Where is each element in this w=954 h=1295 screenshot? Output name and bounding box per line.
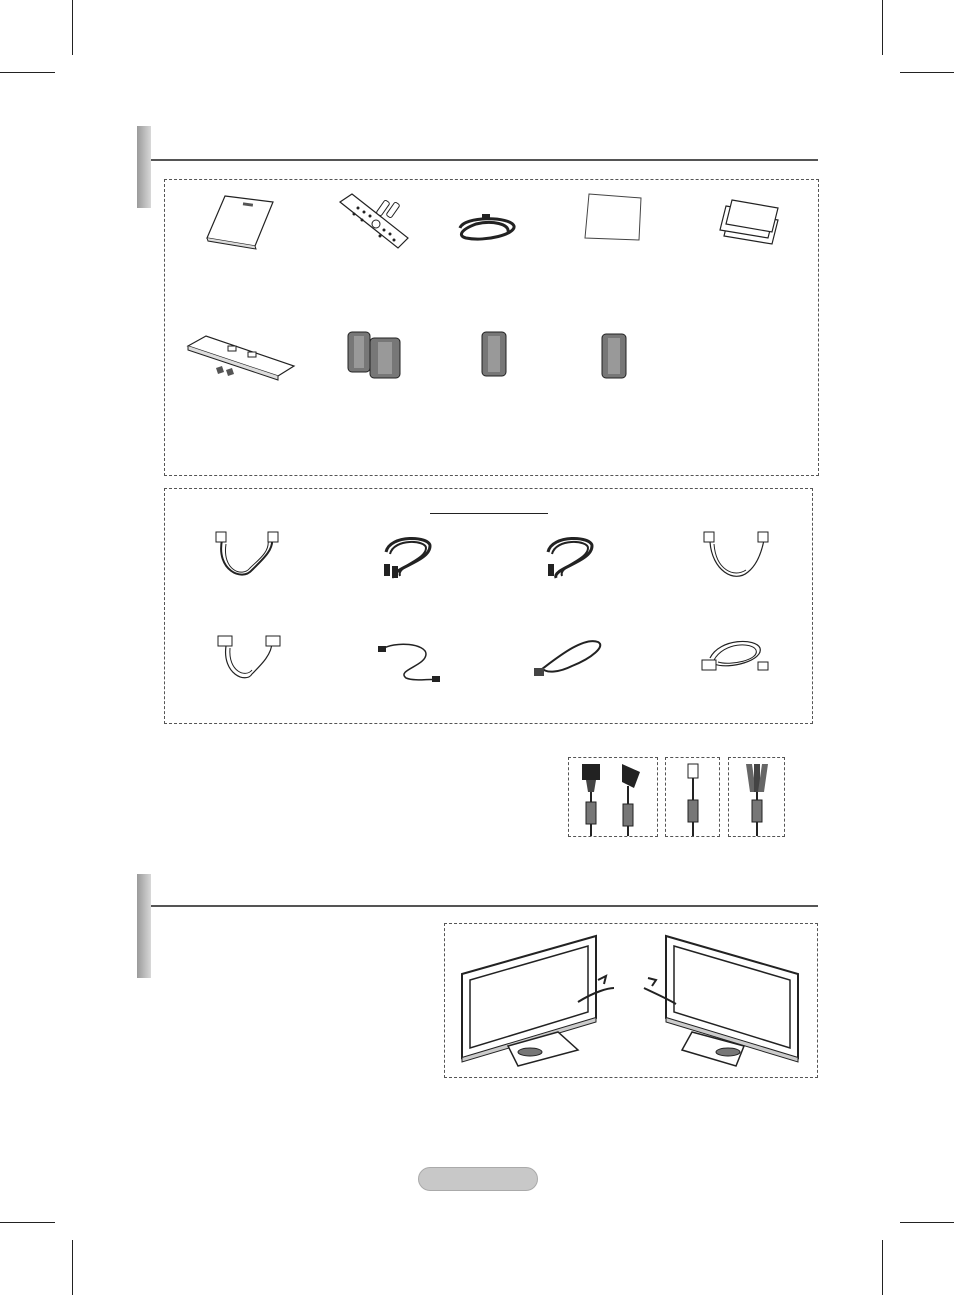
av-ferrite-icon (744, 762, 772, 836)
crop-mark-bottom-left-v (72, 1240, 73, 1295)
crop-mark-bottom-left-h (0, 1222, 55, 1223)
section1-bar (137, 126, 151, 208)
crop-mark-top-right-v (882, 0, 883, 55)
component-cable-icon (380, 532, 436, 582)
page-number-pill (418, 1167, 538, 1191)
audio-cable-icon (542, 532, 598, 582)
antenna-cable-icon (698, 530, 772, 584)
section2-bar (137, 874, 151, 978)
scart-cable-icon (216, 634, 282, 684)
crop-mark-top-left-h (0, 72, 55, 73)
remote-control-icon (336, 192, 416, 254)
hdmi-cable-icon (212, 530, 282, 584)
power-cord-icon (456, 212, 518, 244)
pc-cable-icon (700, 634, 772, 682)
crop-mark-bottom-right-h (900, 1222, 954, 1223)
crop-mark-bottom-right-v (882, 1240, 883, 1295)
ferrite-core-icon (480, 330, 508, 378)
tv-swivel-right-icon (652, 932, 802, 1068)
tv-swivel-left-icon (458, 932, 608, 1068)
crop-mark-top-left-v (72, 0, 73, 55)
stereo-cable-icon (376, 638, 440, 684)
cleaning-cloth-icon (583, 192, 645, 244)
crop-mark-top-right-h (900, 72, 954, 73)
ferrite-core-icon (600, 332, 628, 380)
section2-rule (151, 905, 818, 907)
separate-label (430, 497, 548, 514)
manual-icon (205, 194, 275, 249)
usb-ferrite-icon (682, 762, 704, 836)
stand-base-icon (186, 332, 296, 384)
optical-cable-icon (532, 632, 606, 682)
warranty-card-icon (718, 198, 782, 246)
ferrite-core-pair-icon (346, 330, 404, 380)
section1-rule (151, 159, 818, 161)
cables-box (164, 488, 813, 724)
power-cord-ferrite-icon (578, 762, 652, 836)
